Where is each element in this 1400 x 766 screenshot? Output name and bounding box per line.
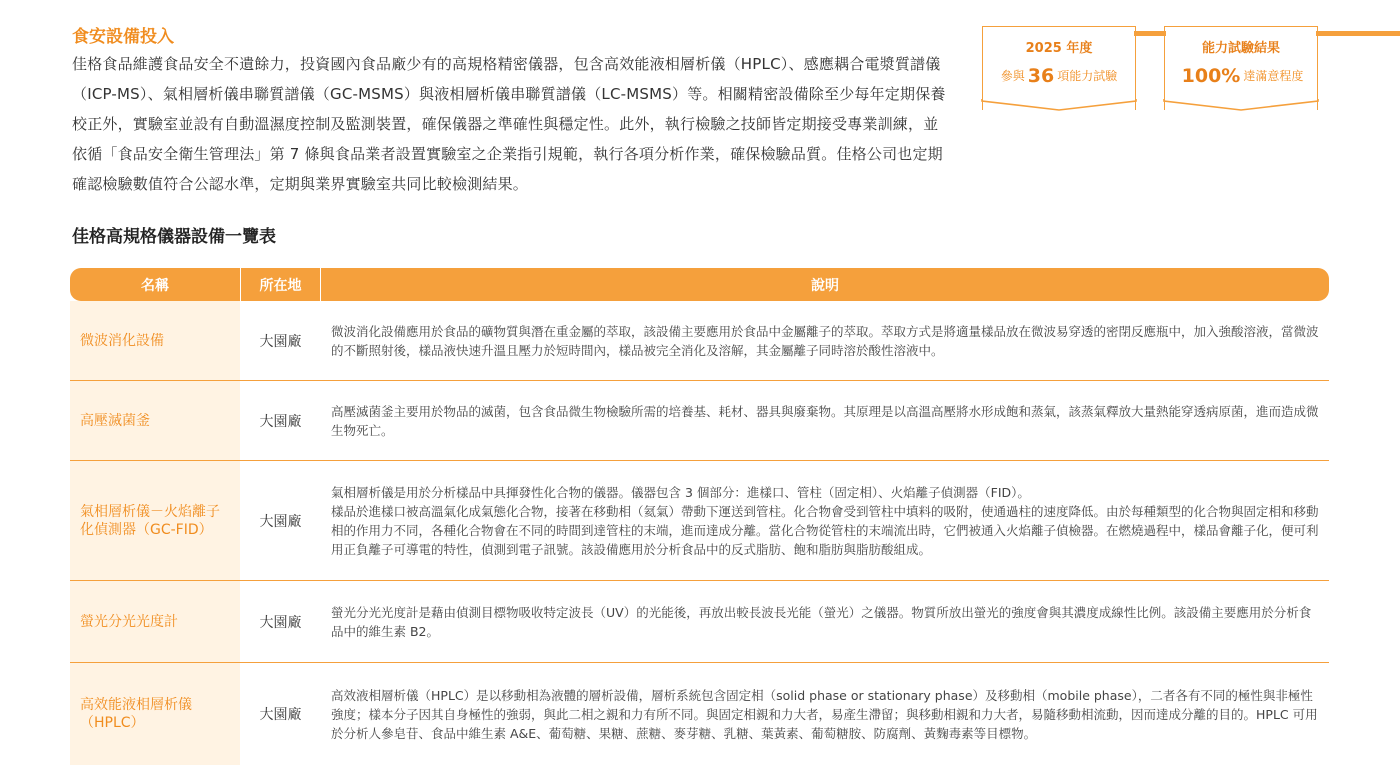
- equipment-name: 氣相層析儀－火焰離子化偵測器（GC-FID）: [70, 461, 240, 580]
- description-text: 高效液相層析儀（HPLC）是以移動相為液體的層析設備，層析系統包含固定相（solid phase or stationary phase）及移動相（mobile phase），二者各有不同的極性與非極性強度；樣本分子因其自身極性的強弱，與此二相之親和力有所不同。與固定相親和力大者，易產生滯留；與移動相親和力大者，易隨移動相流動，因而達成分離的目的。HPLC 可用於分析人參皂苷、食品中維生素 A&E、葡萄糖、果糖、蔗糖、麥芽糖、乳糖、葉黃素、葡萄糖胺、防腐劑、黃麴毒素等目標物。: [331, 687, 1318, 741]
- stat-connector-line: [1134, 31, 1166, 36]
- table-row: [70, 663, 1329, 765]
- equipment-description: [321, 461, 1329, 580]
- equipment-location: 大園廠: [259, 707, 302, 723]
- stat-detail: [1165, 65, 1317, 87]
- description-text: 氣相層析儀是用於分析樣品中具揮發性化合物的儀器。儀器包含 3 個部分：進樣口、管柱（固定相）、火焰離子偵測器（FID）。: [331, 484, 1030, 500]
- stat-box-base-shape: [981, 99, 1137, 111]
- equipment-name: 螢光分光光度計: [70, 581, 240, 662]
- equipment-location: 大園廠: [259, 413, 302, 430]
- equipment-location: 大園廠: [259, 614, 302, 631]
- intro-paragraph: 佳格食品維護食品安全不遺餘力，投資國內食品廠少有的高規格精密儀器，包含高效能液相層析儀（HPLC）、感應耦合電漿質譜儀（ICP-MS）、氣相層析儀串聯質譜儀（GC-MSMS）與液相層析儀串聯質譜儀（LC-MSMS）等。相關精密設備除至少每年定期保養校正外，實驗室並設有自動溫濕度控制及監測裝置，確保儀器之準確性與穩定性。此外，執行檢驗之技師皆定期接受專業訓練，並依循「食品安全衛生管理法」第 7 條與食品業者設置實驗室之企業指引規範，執行各項分析作業，確保檢驗品質。佳格公司也定期確認檢驗數值符合公認水準，定期與業界實驗室共同比較檢測結果。: [72, 55, 946, 193]
- section-title: 食安設備投入: [72, 27, 174, 47]
- equipment-description: [321, 581, 1329, 662]
- header-description: 說明: [811, 277, 839, 294]
- equipment-location: 大園廠: [259, 333, 302, 350]
- equipment-description: [321, 663, 1329, 765]
- stat-value: 36: [1027, 65, 1055, 87]
- stat-title: 2025 年度: [1025, 41, 1093, 56]
- description-text: 微波消化設備應用於食品的礦物質與潛在重金屬的萃取，該設備主要應用於食品中金屬離子的萃取。萃取方式是將適量樣品放在微波易穿透的密閉反應瓶中，加入強酸溶液，當微波的不斷照射後，樣品液快速升溫且壓力於短時間內，樣品被完全消化及溶解，其金屬離子同時溶於酸性溶液中。: [331, 323, 1319, 358]
- description-text: 樣品於進樣口被高溫氣化成氣態化合物，接著在移動相（氦氣）帶動下運送到管柱。化合物會受到管柱中填料的吸附，使通過柱的速度降低。由於每種類型的化合物與固定相和移動相的作用力不同，各種化合物會在不同的時間到達管柱的末端，進而達成分離。當化合物從管柱的末端流出時，它們被通入火焰離子偵檢器。在燃燒過程中，樣品會離子化，便可利用正負離子可導電的特性，偵測到電子訊號。該設備應用於分析食品中的反式脂肪、飽和脂肪與脂肪酸組成。: [331, 503, 1319, 557]
- equipment-name: 高壓滅菌釜: [70, 381, 240, 460]
- header-name: 名稱: [141, 277, 169, 294]
- equipment-description: [321, 381, 1329, 460]
- stat-box-base-shape: [1163, 99, 1319, 111]
- stat-suffix: 項能力試驗: [1057, 69, 1118, 83]
- stat-box-proficiency-tests: [982, 26, 1136, 110]
- table-header: [70, 268, 1329, 301]
- equipment-table: [70, 268, 1329, 765]
- description-text: 螢光分光光度計是藉由偵測目標物吸收特定波長（UV）的光能後，再放出較長波長光能（螢光）之儀器。物質所放出螢光的強度會與其濃度成線性比例。該設備主要應用於分析食品中的維生素 B2。: [331, 604, 1312, 639]
- stat-prefix: 參與: [1000, 69, 1025, 83]
- stat-value: 100%: [1181, 65, 1241, 87]
- stat-detail: [983, 65, 1135, 87]
- equipment-description: [321, 301, 1329, 380]
- table-row: [70, 301, 1329, 381]
- equipment-location: 大園廠: [259, 513, 302, 530]
- table-title: 佳格高規格儀器設備一覽表: [72, 227, 276, 247]
- stat-box-test-results: [1164, 26, 1318, 110]
- equipment-name: 高效能液相層析儀（HPLC）: [70, 663, 240, 765]
- table-row: [70, 461, 1329, 581]
- table-row: [70, 381, 1329, 461]
- stat-title: 能力試驗結果: [1201, 41, 1280, 56]
- stat-suffix: 達滿意程度: [1243, 69, 1304, 83]
- table-row: [70, 581, 1329, 663]
- equipment-name: 微波消化設備: [70, 301, 240, 380]
- stat-connector-line: [1316, 31, 1400, 36]
- header-location: 所在地: [240, 268, 321, 301]
- description-text: 高壓滅菌釜主要用於物品的滅菌，包含食品微生物檢驗所需的培養基、耗材、器具與廢棄物。其原理是以高溫高壓將水形成飽和蒸氣，該蒸氣釋放大量熱能穿透病原菌，進而造成微生物死亡。: [331, 403, 1319, 438]
